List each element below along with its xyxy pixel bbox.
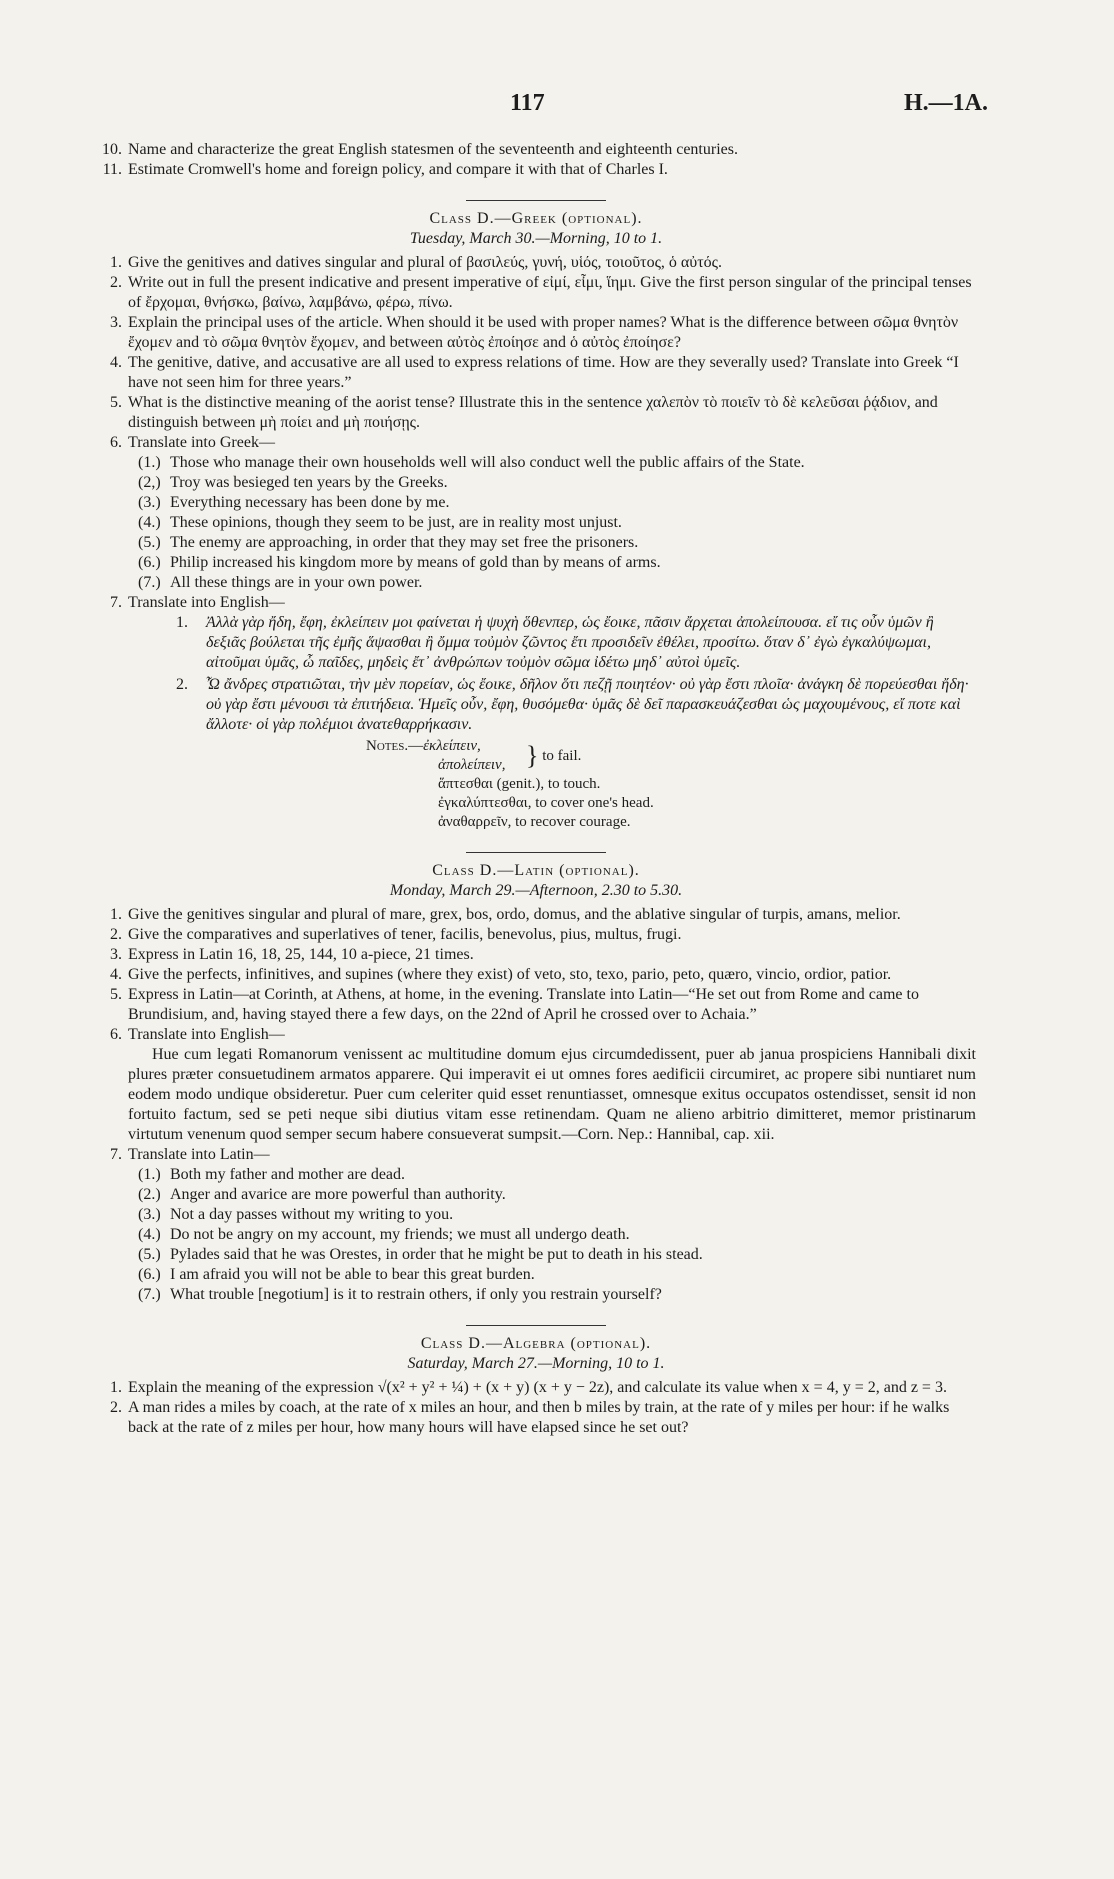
question: 2. Give the comparatives and superlatives of tener, facilis, benevolus, pius, multus, frugi. — [110, 926, 682, 943]
section-title-algebra: Class D.—Algebra (optional). — [96, 1325, 976, 1354]
sub-item: (5.) Pylades said that he was Orestes, in order that he might be put to death in his stead. — [138, 1246, 703, 1263]
question: 2. Write out in full the present indicative and present imperative of εἰμί, εἶμι, ἵημι. Give the first person singular of the principal tenses of ἔρχομαι, θνήσκω, βαίνω, λαμβάνω, φέρω, πίνω. — [110, 274, 972, 311]
document-reference: H.—1A. — [904, 90, 988, 116]
page-header — [0, 90, 1114, 120]
sub-item: (4.) Do not be angry on my account, my friends; we must all undergo death. — [138, 1226, 630, 1243]
section-date-greek: Tuesday, March 30.—Morning, 10 to 1. — [409, 230, 663, 247]
question: 3. Express in Latin 16, 18, 25, 144, 10 a-piece, 21 times. — [110, 946, 474, 963]
page-content — [96, 140, 976, 1438]
question: 1. Give the genitives singular and plural of mare, grex, bos, ordo, domus, and the ablative singular of turpis, amans, melior. — [110, 906, 901, 923]
sub-item: (1.) Those who manage their own households well will also conduct well the public affairs of the State. — [138, 454, 805, 471]
sub-item: (5.) The enemy are approaching, in order that they may set free the prisoners. — [138, 534, 639, 551]
greek-passage: 2. Ὦ ἄνδρες στρατιῶται, τὴν μὲν πορείαν, ὡς ἔοικε, δῆλον ὅτι πεζῇ ποιητέον· οὐ γὰρ ἔστι πλοῖα· ἀνάγκη δὲ πορεύεσθαι ἤδη· οὐ γὰρ ἔστι μένουσι τὰ ἐπιτήδεια. Ἡμεῖς οὖν, ἔφη, θυσόμεθα· ὑμᾶς δὲ δεῖ παρασκευάζεσθαι ὡς μαχουμένους, εἴ ποτε καὶ ἄλλοτε· οἱ γὰρ πολέμιοι ἀνατεθαρρήκασιν. — [176, 676, 969, 733]
sub-item: (1.) Both my father and mother are dead. — [138, 1166, 406, 1183]
sub-item: (4.) These opinions, though they seem to be just, are in reality most unjust. — [138, 514, 622, 531]
question: 2. A man rides a miles by coach, at the rate of x miles an hour, and then b miles by train, at the rate of y miles per hour: if he walks back at the rate of z miles per hour, how many hours will have elapsed since he set out? — [110, 1399, 950, 1436]
question: 5. What is the distinctive meaning of the aorist tense? Illustrate this in the sentence χαλεπὸν τὸ ποιεῖν τὸ δὲ κελεῦσαι ῥᾴδιον, and distinguish between μὴ ποίει and μὴ ποιήσῃς. — [110, 394, 938, 431]
section-date-latin: Monday, March 29.—Afternoon, 2.30 to 5.30. — [389, 882, 683, 899]
question: 4. Give the perfects, infinitives, and supines (where they exist) of veto, sto, texo, pario, peto, quæro, vincio, ordior, patior. — [110, 966, 892, 983]
section-title-greek: Class D.—Greek (optional). — [96, 200, 976, 229]
section-date-algebra: Saturday, March 27.—Morning, 10 to 1. — [407, 1355, 665, 1372]
question: 5. Express in Latin—at Corinth, at Athens, at home, in the evening. Translate into Latin—“He set out from Rome and came to Brundisium, and, having stayed there a few days, on the 22nd of April he crossed over to Achaia.” — [110, 986, 919, 1023]
greek-passage: 1. Ἀλλὰ γὰρ ἤδη, ἔφη, ἐκλείπειν μοι φαίνεται ἡ ψυχὴ ὅθενπερ, ὡς ἔοικε, πᾶσιν ἄρχεται ἀπολείπουσα. εἴ τις οὖν ὑμῶν ἢ δεξιᾶς βούλεται τῆς ἐμῆς ἅψασθαι ἢ ὄμμα τοὐμὸν ζῶντος ἔτι προσιδεῖν ἐθέλει, προσίτω. ὅταν δ᾽ ἐγὼ ἐγκαλύψωμαι, αἰτοῦμαι ὑμᾶς, ὦ παῖδες, μηδεὶς ἔτ᾽ ἀνθρώπων τοὐμὸν σῶμα ἰδέτω μηδ᾽ αὐτοὶ ὑμεῖς. — [176, 614, 934, 671]
sub-item: (3.) Not a day passes without my writing to you. — [138, 1206, 454, 1223]
latin-passage: Hue cum legati Romanorum venissent ac multitudine domum ejus circumdedissent, puer ab janua prospiciens Hannibali dixit plures præter consuetudinem armatos apparere. Qui imperavit ei ut omnes fores aedificii circumiret, ac propere sibi nuntiaret num eodem modo undique obsideretur. Puer cum celeriter quid esset renuntiasset, omnesque exitus occupatos ostendisset, sensit id non fortuito factum, sed se peti neque sibi diutius vitam esse retinendam. Quam ne alieno arbitrio dimitteret, memor pristinarum virtutum venenum quod semper secum habere consueverat sumpsit.—Corn. Nep.: Hannibal, cap. xii. — [128, 1046, 976, 1143]
question: 1. Give the genitives and datives singular and plural of βασιλεύς, γυνή, υἱός, τοιοῦτος, ὁ αὐτός. — [110, 254, 722, 271]
question: 4. The genitive, dative, and accusative are all used to express relations of time. How are they severally used? Translate into Greek “I have not seen him for three years.” — [110, 354, 959, 391]
notes-block: Notes.—ἐκλείπειν, ἀπολείπειν, } to fail. ἅπτεσθαι (genit.), to touch. ἐγκαλύπτεσθαι, to cover one's head. ἀναθαρρεῖν, to recover courage. — [366, 738, 654, 830]
question: 6. Translate into English— — [110, 1026, 285, 1043]
sub-item: (7.) All these things are in your own power. — [138, 574, 423, 591]
question: 3. Explain the principal uses of the article. When should it be used with proper names? What is the difference between σῶμα θνητὸν ἔχομεν and τὸ σῶμα θνητὸν ἔχομεν, and between αὐτὸς ἐποίησε and ὁ αὐτὸς ἐποίησε? — [110, 314, 959, 351]
sub-item: (6.) I am afraid you will not be able to bear this great burden. — [138, 1266, 535, 1283]
question: 1. Explain the meaning of the expression √(x² + y² + ¼) + (x + y) (x + y − 2z), and calculate its value when x = 4, y = 2, and z = 3. — [110, 1379, 947, 1396]
page-number: 117 — [510, 90, 545, 116]
sub-item: (6.) Philip increased his kingdom more by means of gold than by means of arms. — [138, 554, 661, 571]
section-title-latin: Class D.—Latin (optional). — [96, 852, 976, 881]
question: 6. Translate into Greek— — [110, 434, 275, 451]
sub-item: (7.) What trouble [negotium] is it to restrain others, if only you restrain yourself? — [138, 1286, 662, 1303]
question: 11. Estimate Cromwell's home and foreign policy, and compare it with that of Charles I. — [102, 161, 668, 178]
question: 10. Name and characterize the great English statesmen of the seventeenth and eighteenth centuries. — [102, 141, 738, 158]
question: 7. Translate into English— — [110, 594, 285, 611]
sub-item: (3.) Everything necessary has been done by me. — [138, 494, 450, 511]
sub-item: (2.) Anger and avarice are more powerful than authority. — [138, 1186, 506, 1203]
sub-item: (2,) Troy was besieged ten years by the Greeks. — [138, 474, 448, 491]
question: 7. Translate into Latin— — [110, 1146, 270, 1163]
